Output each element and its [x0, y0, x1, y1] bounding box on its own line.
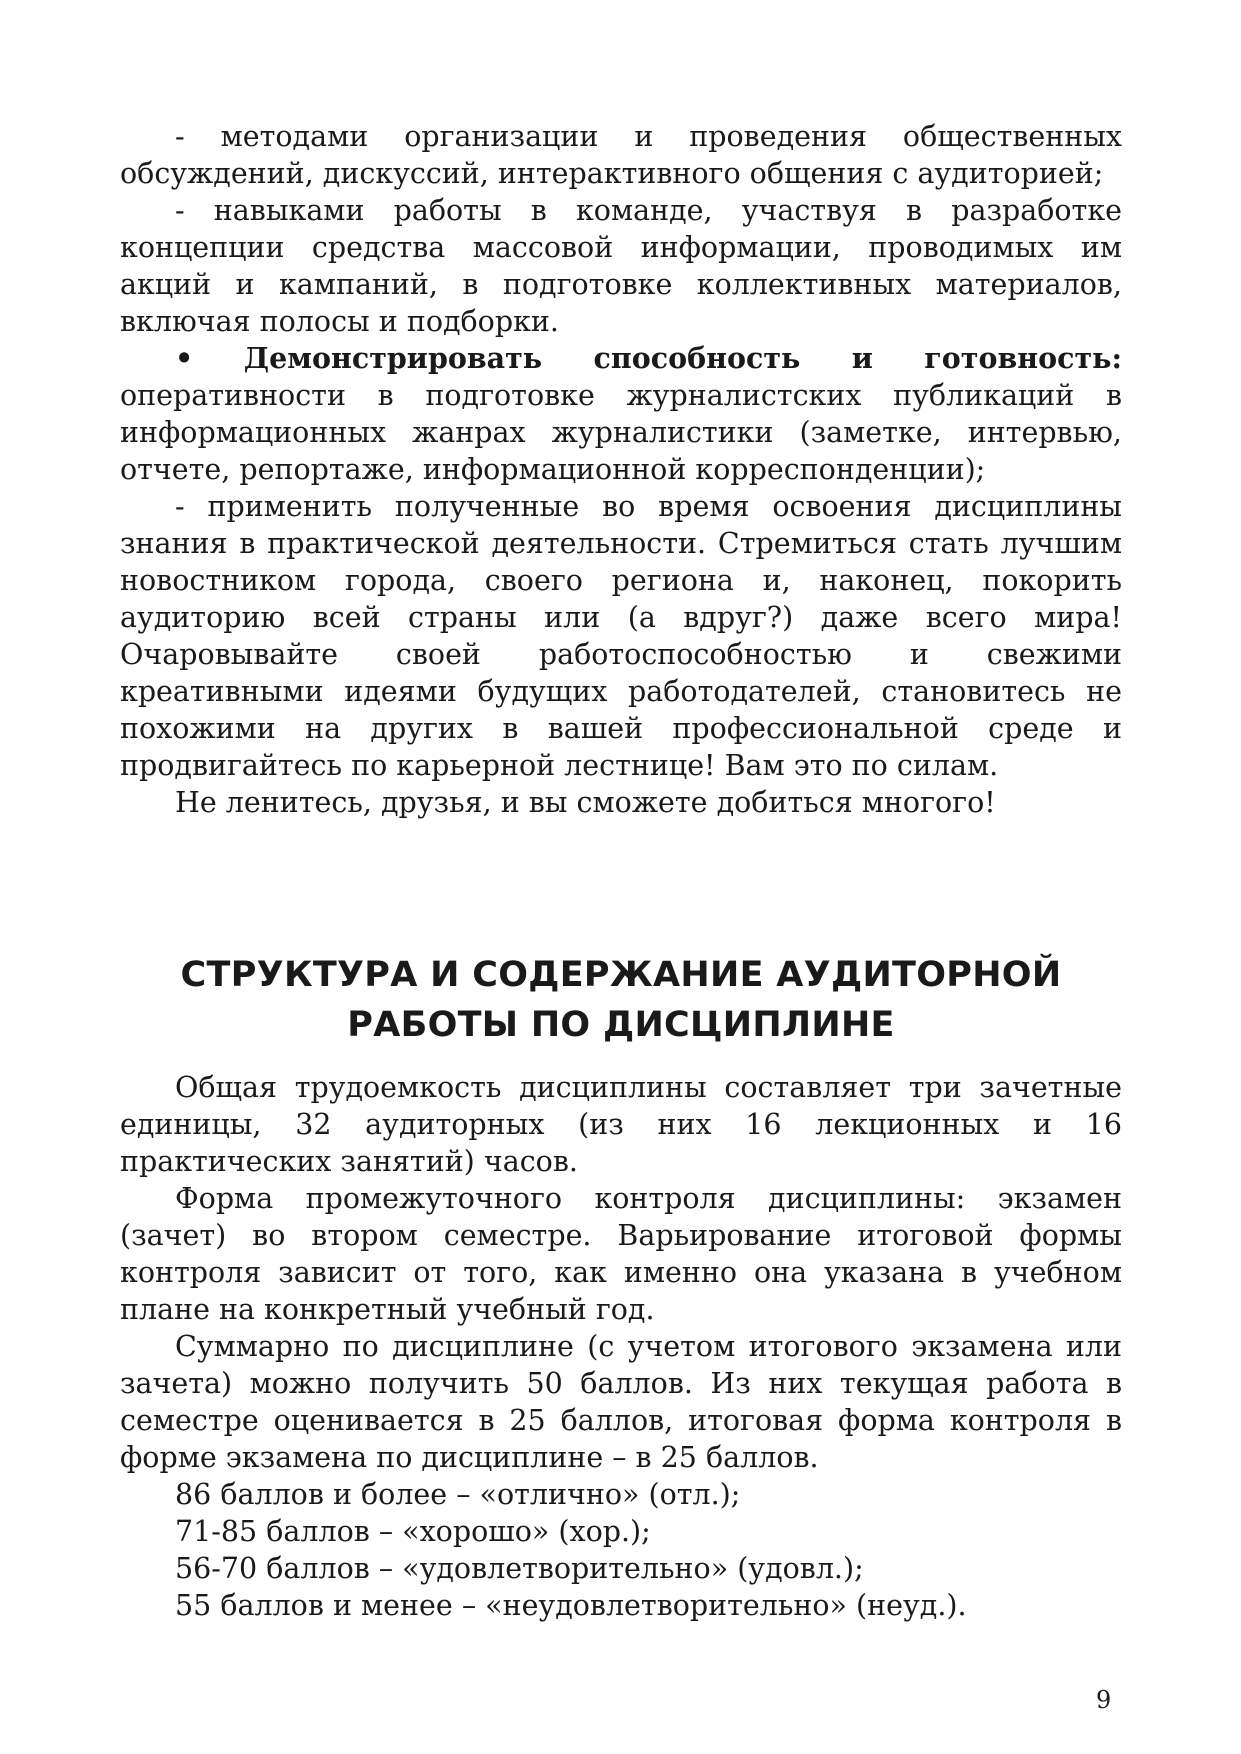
paragraph-demonstrate-rest: оперативности в подготовке журналистских публикаций в информационных жанрах журналистики (заметке, интервью, отчете, репортаже, информационной корреспонденции);: [120, 379, 1122, 486]
section-competencies: [120, 118, 1122, 821]
paragraph-control-form: Форма промежуточного контроля дисциплины: экзамен (зачет) во втором семестре. Варьирование итоговой формы контроля зависит от того, как именно она указана в учебном плане на конкретный учебный год.: [120, 1182, 1122, 1326]
bold-lead-text: Демонстрировать способность и готовность:: [243, 341, 1122, 375]
grade-line-satisfactory: 56-70 баллов – «удовлетворительно» (удовл.);: [175, 1552, 864, 1585]
grade-line-good: 71-85 баллов – «хорошо» (хор.);: [175, 1515, 651, 1548]
bullet-icon: •: [175, 341, 194, 375]
grade-line-unsatisfactory: 55 баллов и менее – «неудовлетворительно» (неуд.).: [175, 1589, 967, 1622]
paragraph-workload: Общая трудоемкость дисциплины составляет три зачетные единицы, 32 аудиторных (из них 16 лекционных и 16 практических занятий) часов.: [120, 1071, 1122, 1178]
paragraph-demonstrate: [120, 340, 1122, 488]
grade-line-excellent: 86 баллов и более – «отлично» (отл.);: [175, 1478, 741, 1511]
heading-line-1: СТРУКТУРА И СОДЕРЖАНИЕ АУДИТОРНОЙ: [180, 955, 1062, 995]
heading-line-2: РАБОТЫ ПО ДИСЦИПЛИНЕ: [347, 1005, 895, 1045]
section-heading: [120, 950, 1122, 1050]
paragraph-points: Суммарно по дисциплине (с учетом итогового экзамена или зачета) можно получить 50 баллов. Из них текущая работа в семестре оценивается в 25 баллов, итоговая форма контроля в форме экзамена по дисциплине – в 25 баллов.: [120, 1330, 1122, 1474]
paragraph-teamwork: - навыками работы в команде, участвуя в разработке концепции средства массовой информации, проводимых им акций и кампаний, в подготовке коллективных материалов, включая полосы и подборки.: [120, 194, 1122, 338]
section-structure: [120, 1069, 1122, 1624]
paragraph-methods: - методами организации и проведения общественных обсуждений, дискуссий, интерактивного общения с аудиторией;: [120, 120, 1122, 190]
paragraph-apply: - применить полученные во время освоения дисциплины знания в практической деятельности. Стремиться стать лучшим новостником города, своего региона и, наконец, покорить аудиторию всей страны или (а вдруг?) даже всего мира! Очаровывайте своей работоспособностью и свежими креативными идеями будущих работодателей, становитесь не похожими на других в вашей профессиональной среде и продвигайтесь по карьерной лестнице! Вам это по силам.: [120, 490, 1122, 782]
page-number: 9: [1096, 1686, 1112, 1714]
paragraph-motivation: Не ленитесь, друзья, и вы сможете добиться многого!: [175, 786, 996, 819]
